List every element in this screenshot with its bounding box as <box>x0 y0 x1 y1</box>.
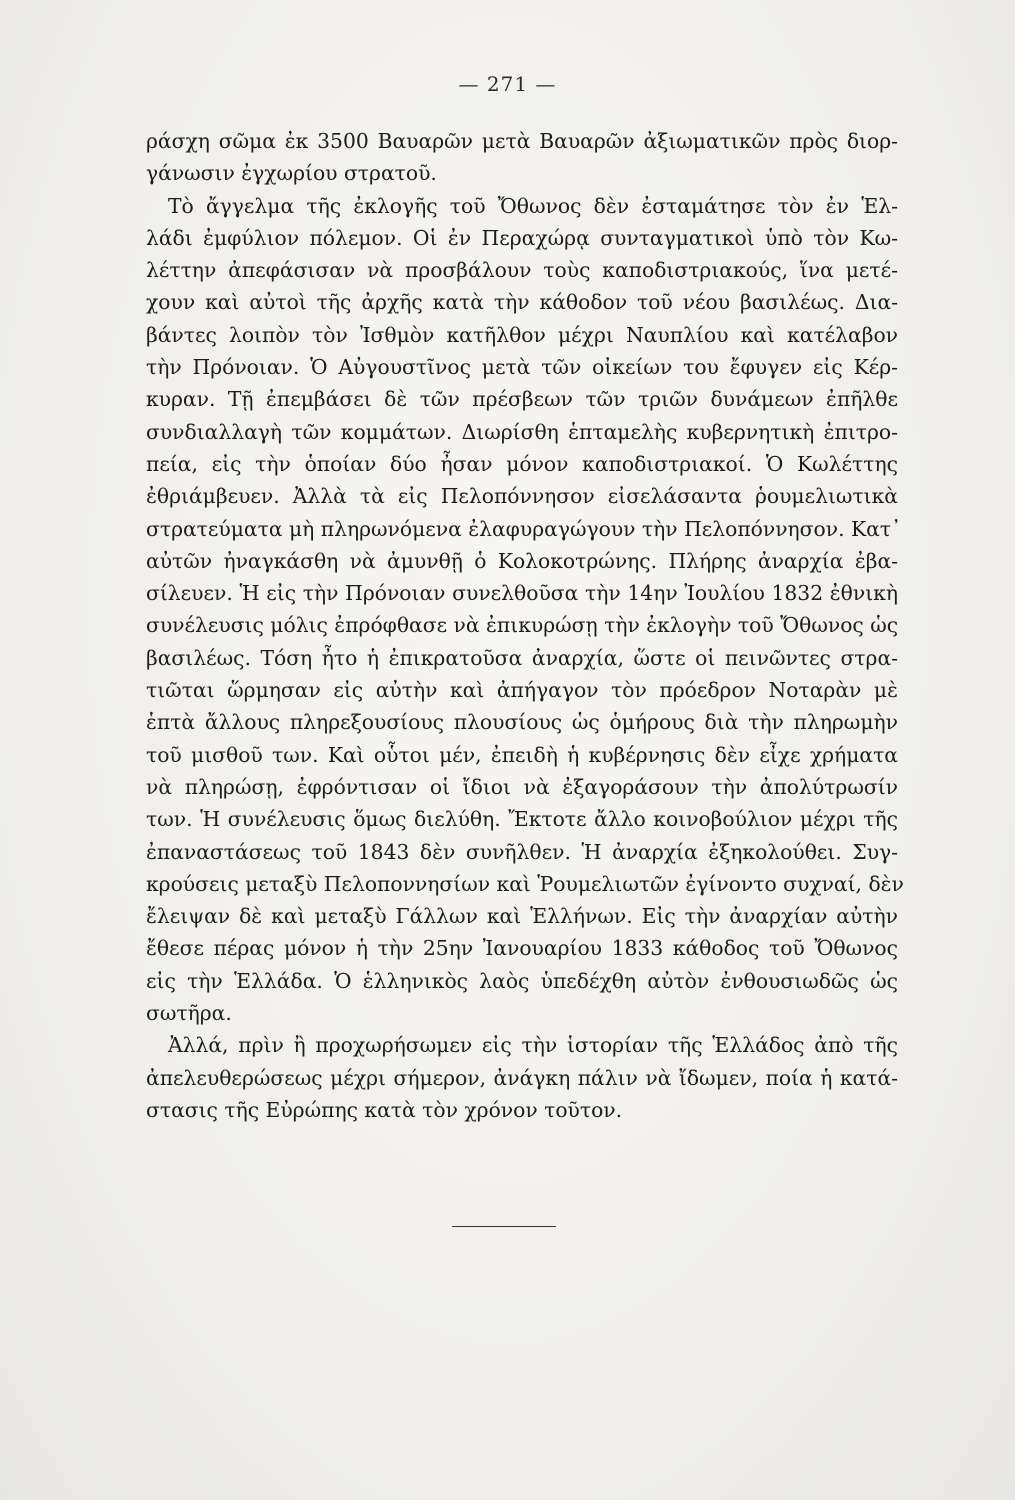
text-line: λάδι ἐμφύλιον πόλεμον. Οἱ ἐν Περαχώρᾳ συνταγματικοὶ ὑπὸ τὸν Κω- <box>146 225 898 250</box>
text-line: των. Ἡ συνέλευσις ὅμως διελύθη. Ἔκτοτε ἄλλο κοινοβούλιον μέχρι τῆς <box>146 807 898 832</box>
text-line: σωτῆρα. <box>146 1001 232 1026</box>
paragraph-2 <box>146 190 904 1030</box>
text-line: ἐπαναστάσεως τοῦ 1843 δὲν συνῆλθεν. Ἡ ἀναρχία ἐξηκολούθει. Συγ- <box>146 839 898 864</box>
text-line: ἔλειψαν δὲ καὶ μεταξὺ Γάλλων καὶ Ἑλλήνων. Εἰς τὴν ἀναρχίαν αὐτὴν <box>146 904 898 929</box>
text-line: εἰς τὴν Ἑλλάδα. Ὁ ἑλληνικὸς λαὸς ὑπεδέχθη αὐτὸν ἐνθουσιωδῶς ὡς <box>146 968 898 993</box>
paragraph-1 <box>146 125 898 190</box>
text-line: ἑπτὰ ἄλλους πληρεξουσίους πλουσίους ὡς ὁμήρους διὰ τὴν πληρωμὴν <box>146 710 898 735</box>
text-line: Ἀλλά, πρὶν ἢ προχωρήσωμεν εἰς τὴν ἱστορίαν τῆς Ἑλλάδος ἀπὸ τῆς <box>168 1033 898 1058</box>
text-line: νὰ πληρώσῃ, ἐφρόντισαν οἱ ἴδιοι νὰ ἐξαγοράσουν τὴν ἀπολύτρωσίν <box>146 774 898 799</box>
text-line: ἀπελευθερώσεως μέχρι σήμερον, ἀνάγκη πάλιν νὰ ἴδωμεν, ποία ἡ κατά- <box>146 1065 898 1090</box>
text-line: γάνωσιν ἐγχωρίου στρατοῦ. <box>146 161 437 186</box>
text-line: ἔθεσε πέρας μόνον ἡ τὴν 25ην Ἰανουαρίου 1833 κάθοδος τοῦ Ὄθωνος <box>146 936 898 961</box>
text-line: κυραν. Τῇ ἐπεμβάσει δὲ τῶν πρέσβεων τῶν τριῶν δυνάμεων ἐπῆλθε <box>146 387 898 412</box>
text-line: συνέλευσις μόλις ἐπρόφθασε νὰ ἐπικυρώσῃ τὴν ἐκλογὴν τοῦ Ὄθωνος ὡς <box>146 613 899 638</box>
text-line: συνδιαλλαγὴ τῶν κομμάτων. Διωρίσθη ἑπταμελὴς κυβερνητικὴ ἐπιτρο- <box>146 419 898 444</box>
text-line: σίλευεν. Ἡ εἰς τὴν Πρόνοιαν συνελθοῦσα τὴν 14ην Ἰουλίου 1832 ἐθνικὴ <box>146 581 898 606</box>
text-line: τιῶται ὥρμησαν εἰς αὐτὴν καὶ ἀπήγαγον τὸν πρόεδρον Νοταρὰν μὲ <box>146 678 898 703</box>
section-end-rule <box>452 1226 556 1227</box>
text-line: τοῦ μισθοῦ των. Καὶ οὗτοι μέν, ἐπειδὴ ἡ κυβέρνησις δὲν εἶχε χρήματα <box>146 742 898 767</box>
text-line: χουν καὶ αὐτοὶ τῆς ἀρχῆς κατὰ τὴν κάθοδον τοῦ νέου βασιλέως. Δια- <box>146 290 898 315</box>
text-line: πεία, εἰς τὴν ὁποίαν δύο ἦσαν μόνον καποδιστριακοί. Ὁ Κωλέττης <box>146 451 898 476</box>
text-line: αὐτῶν ἠναγκάσθη νὰ ἀμυνθῇ ὁ Κολοκοτρώνης. Πλήρης ἀναρχία ἐβα- <box>146 548 898 573</box>
page-number: — 271 — <box>458 72 557 96</box>
text-line: ράσχη σῶμα ἐκ 3500 Βαυαρῶν μετὰ Βαυαρῶν ἀξιωματικῶν πρὸς διορ- <box>146 129 898 153</box>
text-line: κρούσεις μεταξὺ Πελοποννησίων καὶ Ῥουμελιωτῶν ἐγίνοντο συχναί, δὲν <box>146 871 904 896</box>
text-line: βάντες λοιπὸν τὸν Ἰσθμὸν κατῆλθον μέχρι Ναυπλίου καὶ κατέλαβον <box>146 322 898 347</box>
text-line: στασις τῆς Εὐρώπης κατὰ τὸν χρόνον τοῦτον. <box>146 1097 623 1122</box>
text-line: Τὸ ἄγγελμα τῆς ἐκλογῆς τοῦ Ὄθωνος δὲν ἐσταμάτησε τὸν ἐν Ἑλ- <box>168 193 898 218</box>
paragraph-3 <box>146 1029 898 1126</box>
text-line: λέττην ἀπεφάσισαν νὰ προσβάλουν τοὺς καποδιστριακούς, ἵνα μετέ- <box>146 258 898 283</box>
text-line: βασιλέως. Τόση ἦτο ἡ ἐπικρατοῦσα ἀναρχία, ὥστε οἱ πεινῶντες στρα- <box>146 645 898 670</box>
body-text <box>146 125 904 1126</box>
text-line: στρατεύματα μὴ πληρωνόμενα ἐλαφυραγώγουν τὴν Πελοπόννησον. Κατ᾽ <box>146 516 902 541</box>
text-line: ἐθριάμβευεν. Ἀλλὰ τὰ εἰς Πελοπόννησον εἰσελάσαντα ῥουμελιωτικὰ <box>146 484 898 509</box>
text-line: τὴν Πρόνοιαν. Ὁ Αὐγουστῖνος μετὰ τῶν οἰκείων του ἔφυγεν εἰς Κέρ- <box>146 355 898 380</box>
